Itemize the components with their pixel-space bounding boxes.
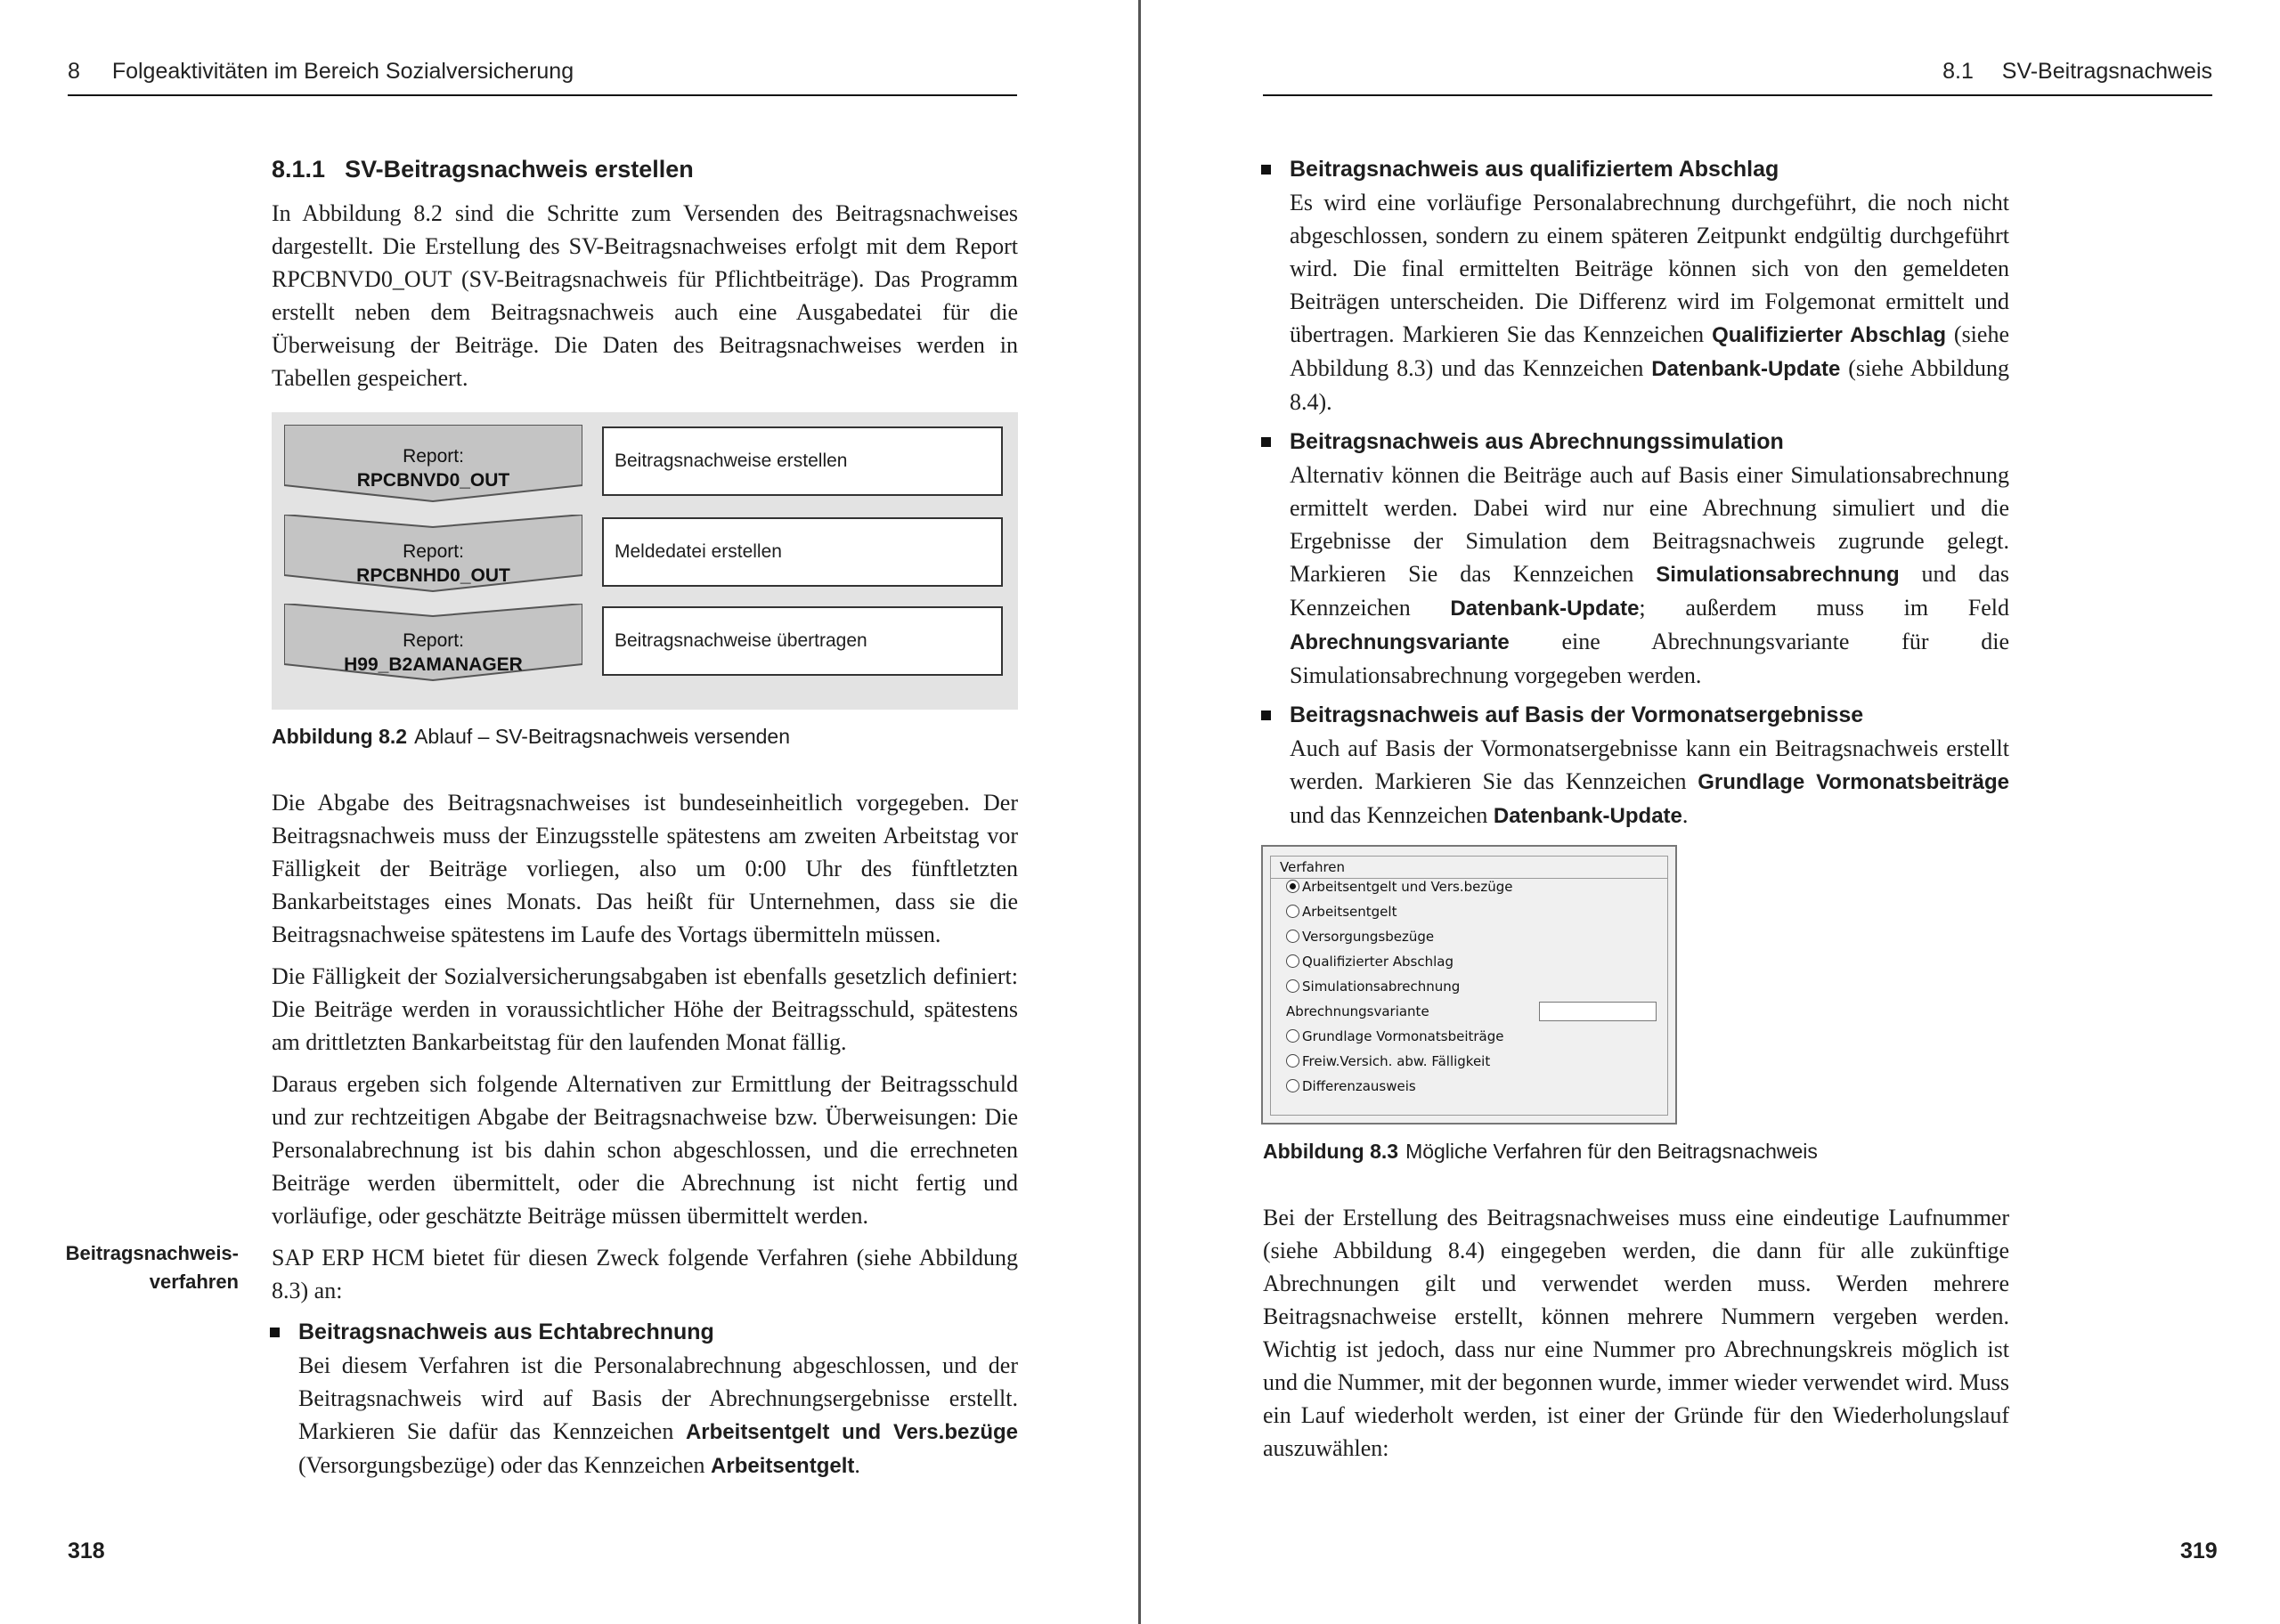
paragraph: In Abbildung 8.2 sind die Schritte zum Versenden des Beitragsnachweises dargestellt. Die Erstellung des SV-Beitragsnachweises erfolgt mit dem Report RPCBNVD0_OUT (SV-Beitragsnachweis für Pflichtbeiträge). Das Programm erstellt neben dem Beitragsnachweis auch eine Ausgabedatei für die Überweisung der Beiträge. Die Daten des Beitragsnachweises werden in Tabellen gespeichert. [272, 200, 1018, 391]
bullet-text: (siehe Abbildung 8.3) und das Kennzeichen [1290, 321, 2009, 381]
section-title: SV-Beitragsnachweis erstellen [345, 156, 694, 183]
field-name: Datenbank-Update [1450, 597, 1640, 621]
step-label: Report: [403, 446, 464, 467]
caption-text: Mögliche Verfahren für den Beitragsnachweis [1405, 1140, 1818, 1163]
caption-text: Ablauf – SV-Beitragsnachweis versenden [414, 725, 790, 748]
bullet-text: (siehe Abbildung 8.4). [1290, 355, 2009, 415]
paragraph: SAP ERP HCM bietet für diesen Zweck folgende Verfahren (siehe Abbildung 8.3) an: [272, 1245, 1018, 1303]
caption-label: Abbildung 8.2 [272, 725, 408, 748]
process-step-3 [284, 604, 582, 693]
bullet-text: (Versorgungsbezüge) oder das Kennzeichen [298, 1452, 712, 1478]
chapter-number: 8 [68, 59, 80, 84]
process-figure [272, 412, 1018, 710]
radio-icon[interactable] [1286, 905, 1299, 918]
step-report-name: H99_B2AMANAGER [344, 654, 523, 675]
figure-caption-8-3 [1263, 1140, 1818, 1164]
left-text-top [272, 153, 1018, 403]
field-name: Grundlage Vormonatsbeiträge [1698, 770, 2010, 794]
step-action-box-2: Meldedatei erstellen [602, 517, 1003, 587]
radio-label: Arbeitsentgelt und Vers.bezüge [1302, 879, 1513, 895]
field-name: Datenbank-Update [1651, 357, 1841, 381]
bullet-list [272, 1316, 1018, 1482]
radio-qualifizierter-abschlag[interactable] [1286, 951, 1454, 972]
bullet-text: . [854, 1452, 860, 1478]
bullet-list [1263, 153, 2009, 832]
bullet-text: und das Kennzeichen [1290, 561, 2009, 621]
bullet-text: eine Abrechnungsvariante für die Simulationsabrechnung vorgegeben werden. [1290, 629, 2009, 688]
marginal-line: Beitragsnachweis- [65, 1242, 239, 1264]
step-action-box-3: Beitragsnachweise übertragen [602, 606, 1003, 676]
abrechnungsvariante-input[interactable] [1539, 1002, 1657, 1021]
bullet-text: Es wird eine vorläufige Personalabrechnung durchgeführt, die noch nicht abgeschlossen, sondern zu einem späteren Zeitpunkt endgültig durchgeführt wird. Die final ermittelten Beiträge können sich von den gemeldeten Beiträgen unterscheiden. Die Differenz wird im Folgemonat ermittelt und übertragen. Markieren Sie das Kennzeichen [1290, 190, 2009, 347]
field-name: Qualifizierter Abschlag [1712, 323, 1946, 347]
radio-label: Simulationsabrechnung [1302, 978, 1461, 995]
page-number-right: 319 [2180, 1539, 2218, 1563]
right-text-top [1263, 153, 2009, 840]
step-label: Report: [403, 541, 464, 562]
figure-caption-8-2 [272, 725, 790, 749]
step-label: Report: [403, 630, 464, 651]
radio-arbeitsentgelt[interactable] [1286, 901, 1396, 922]
paragraph: Die Abgabe des Beitragsnachweises ist bundeseinheitlich vorgegeben. Der Beitragsnachweis muss der Einzugsstelle spätestens am zweiten Arbeitstag vor Fälligkeit der Beiträge vorliegen, also um 0:00 Uhr des fünftletzten Bankarbeitstages eines Monats. Das heißt für Unternehmen, dass sie die Beitragsnachweise spätestens im Laufe des Vortags übermitteln müssen. [272, 790, 1018, 947]
field-name: Arbeitsentgelt und Vers.bezüge [685, 1420, 1019, 1444]
process-step-2 [284, 515, 582, 604]
paragraph: Daraus ergeben sich folgende Alternativen zur Ermittlung der Beitragsschuld und zur rechtzeitigen Abgabe der Beitragsnachweise bzw. Überweisungen: Die Personalabrechnung ist bis dahin schon abgeschlossen, und die errechneten Beiträge werden übermittelt, oder die Abrechnung ist nicht fertig und vorläufige, oder geschätzte Beiträge müssen übermittelt werden. [272, 1071, 1018, 1229]
running-header-left [68, 59, 574, 85]
chapter-title: Folgeaktivitäten im Bereich Sozialversicherung [111, 59, 574, 84]
radio-differenzausweis[interactable] [1286, 1076, 1416, 1097]
bullet-text: . [1682, 802, 1689, 828]
bullet-text: Auch auf Basis der Vormonatsergebnisse kann ein Beitragsnachweis erstellt werden. Markieren Sie das Kennzeichen [1290, 735, 2009, 794]
radio-selected-icon[interactable] [1286, 880, 1299, 893]
bullet-text: Alternativ können die Beiträge auch auf Basis einer Simulationsabrechnung ermittelt werden. Dabei wird nur eine Abrechnung simuliert und die Ergebnisse der Simulation dem Beitragsnachweis zugrunde gelegt. Markieren Sie das Kennzeichen [1290, 462, 2009, 587]
caption-label: Abbildung 8.3 [1263, 1140, 1399, 1163]
radio-label: Freiw.Versich. abw. Fälligkeit [1302, 1053, 1491, 1069]
bullet-text: ; außerdem muss im Feld [1639, 595, 2010, 621]
section-number: 8.1.1 [272, 156, 326, 183]
frame-title: Verfahren [1280, 859, 1346, 875]
radio-icon[interactable] [1286, 930, 1299, 943]
bullet-text: und das Kennzeichen [1290, 802, 1494, 828]
marginal-note [53, 1239, 239, 1296]
paragraph: Bei der Erstellung des Beitragsnachweises muss eine eindeutige Laufnummer (siehe Abbildung 8.4) eingegeben werden, die dann für alle zukünftige Abrechnungen gilt und verwendet werden muss. Werden mehrere Beitragsnachweise erstellt, können mehrere Nummern vergeben werden. Wichtig ist jedoch, dass nur eine Nummer pro Abrechnungskreis möglich ist und die Nummer, mit der begonnen wurde, immer wieder verwendet wird. Muss ein Lauf wiederholt werden, ist einer der Gründe für den Wiederholungslauf auszuwählen: [1263, 1205, 2009, 1461]
bullet-text: Bei diesem Verfahren ist die Personalabrechnung abgeschlossen, und der Beitragsnachweis wird auf Basis der Abrechnungsergebnisse erstellt. Markieren Sie dafür das Kennzeichen [298, 1352, 1018, 1444]
section-title: SV-Beitragsnachweis [2001, 59, 2212, 84]
section-number: 8.1 [1942, 59, 1974, 84]
header-rule [68, 94, 1017, 96]
bullet-title: Beitragsnachweis auf Basis der Vormonatsergebnisse [1290, 702, 1864, 727]
step-report-name: RPCBNHD0_OUT [356, 565, 510, 586]
bullet-item [1263, 153, 2009, 418]
left-page [0, 0, 1138, 1624]
section-heading [272, 153, 1018, 186]
right-text-bottom [1263, 1201, 2009, 1474]
radio-label: Grundlage Vormonatsbeiträge [1302, 1028, 1504, 1044]
page-number-left: 318 [68, 1539, 105, 1563]
radio-label: Differenzausweis [1302, 1078, 1416, 1094]
radio-label: Qualifizierter Abschlag [1302, 954, 1454, 970]
radio-arbeitsentgelt-vers[interactable] [1286, 876, 1512, 897]
bullet-item [1263, 426, 2009, 692]
left-text-bottom [272, 786, 1018, 1490]
field-name: Simulationsabrechnung [1656, 563, 1900, 587]
radio-grundlage-vormonat[interactable] [1286, 1026, 1503, 1047]
field-name: Datenbank-Update [1493, 804, 1682, 828]
bullet-title: Beitragsnachweis aus Echtabrechnung [298, 1320, 714, 1344]
bullet-item [1263, 699, 2009, 832]
abrechnungsvariante-label: Abrechnungsvariante [1286, 1003, 1429, 1019]
radio-label: Arbeitsentgelt [1302, 904, 1397, 920]
radio-icon[interactable] [1286, 954, 1299, 968]
paragraph: Die Fälligkeit der Sozialversicherungsabgaben ist ebenfalls gesetzlich definiert: Die Beiträge werden in voraussichtlicher Höhe der Beitragsschuld, spätestens am drittletzten Bankarbeitstag für den laufenden Monat fällig. [272, 963, 1018, 1055]
radio-versorgungsbezuege[interactable] [1286, 926, 1434, 947]
running-header-right [1942, 59, 2212, 85]
bullet-item [272, 1316, 1018, 1482]
radio-simulationsabrechnung[interactable] [1286, 976, 1460, 997]
step-action-box-1: Beitragsnachweise erstellen [602, 426, 1003, 496]
bullet-title: Beitragsnachweis aus qualifiziertem Abschlag [1290, 157, 1779, 182]
radio-freiw-versich[interactable] [1286, 1051, 1490, 1072]
header-rule [1263, 94, 2212, 96]
radio-icon[interactable] [1286, 979, 1299, 993]
step-report-name: RPCBNVD0_OUT [356, 470, 510, 491]
radio-icon[interactable] [1286, 1079, 1299, 1092]
field-name: Abrechnungsvariante [1290, 630, 1510, 654]
process-step-1 [284, 425, 582, 514]
verfahren-dialog [1261, 845, 1677, 1125]
radio-icon[interactable] [1286, 1029, 1299, 1043]
bullet-title: Beitragsnachweis aus Abrechnungssimulation [1290, 429, 1784, 454]
radio-label: Versorgungsbezüge [1302, 929, 1435, 945]
marginal-line: verfahren [149, 1271, 239, 1293]
field-name: Arbeitsentgelt [711, 1454, 855, 1478]
radio-icon[interactable] [1286, 1054, 1299, 1068]
